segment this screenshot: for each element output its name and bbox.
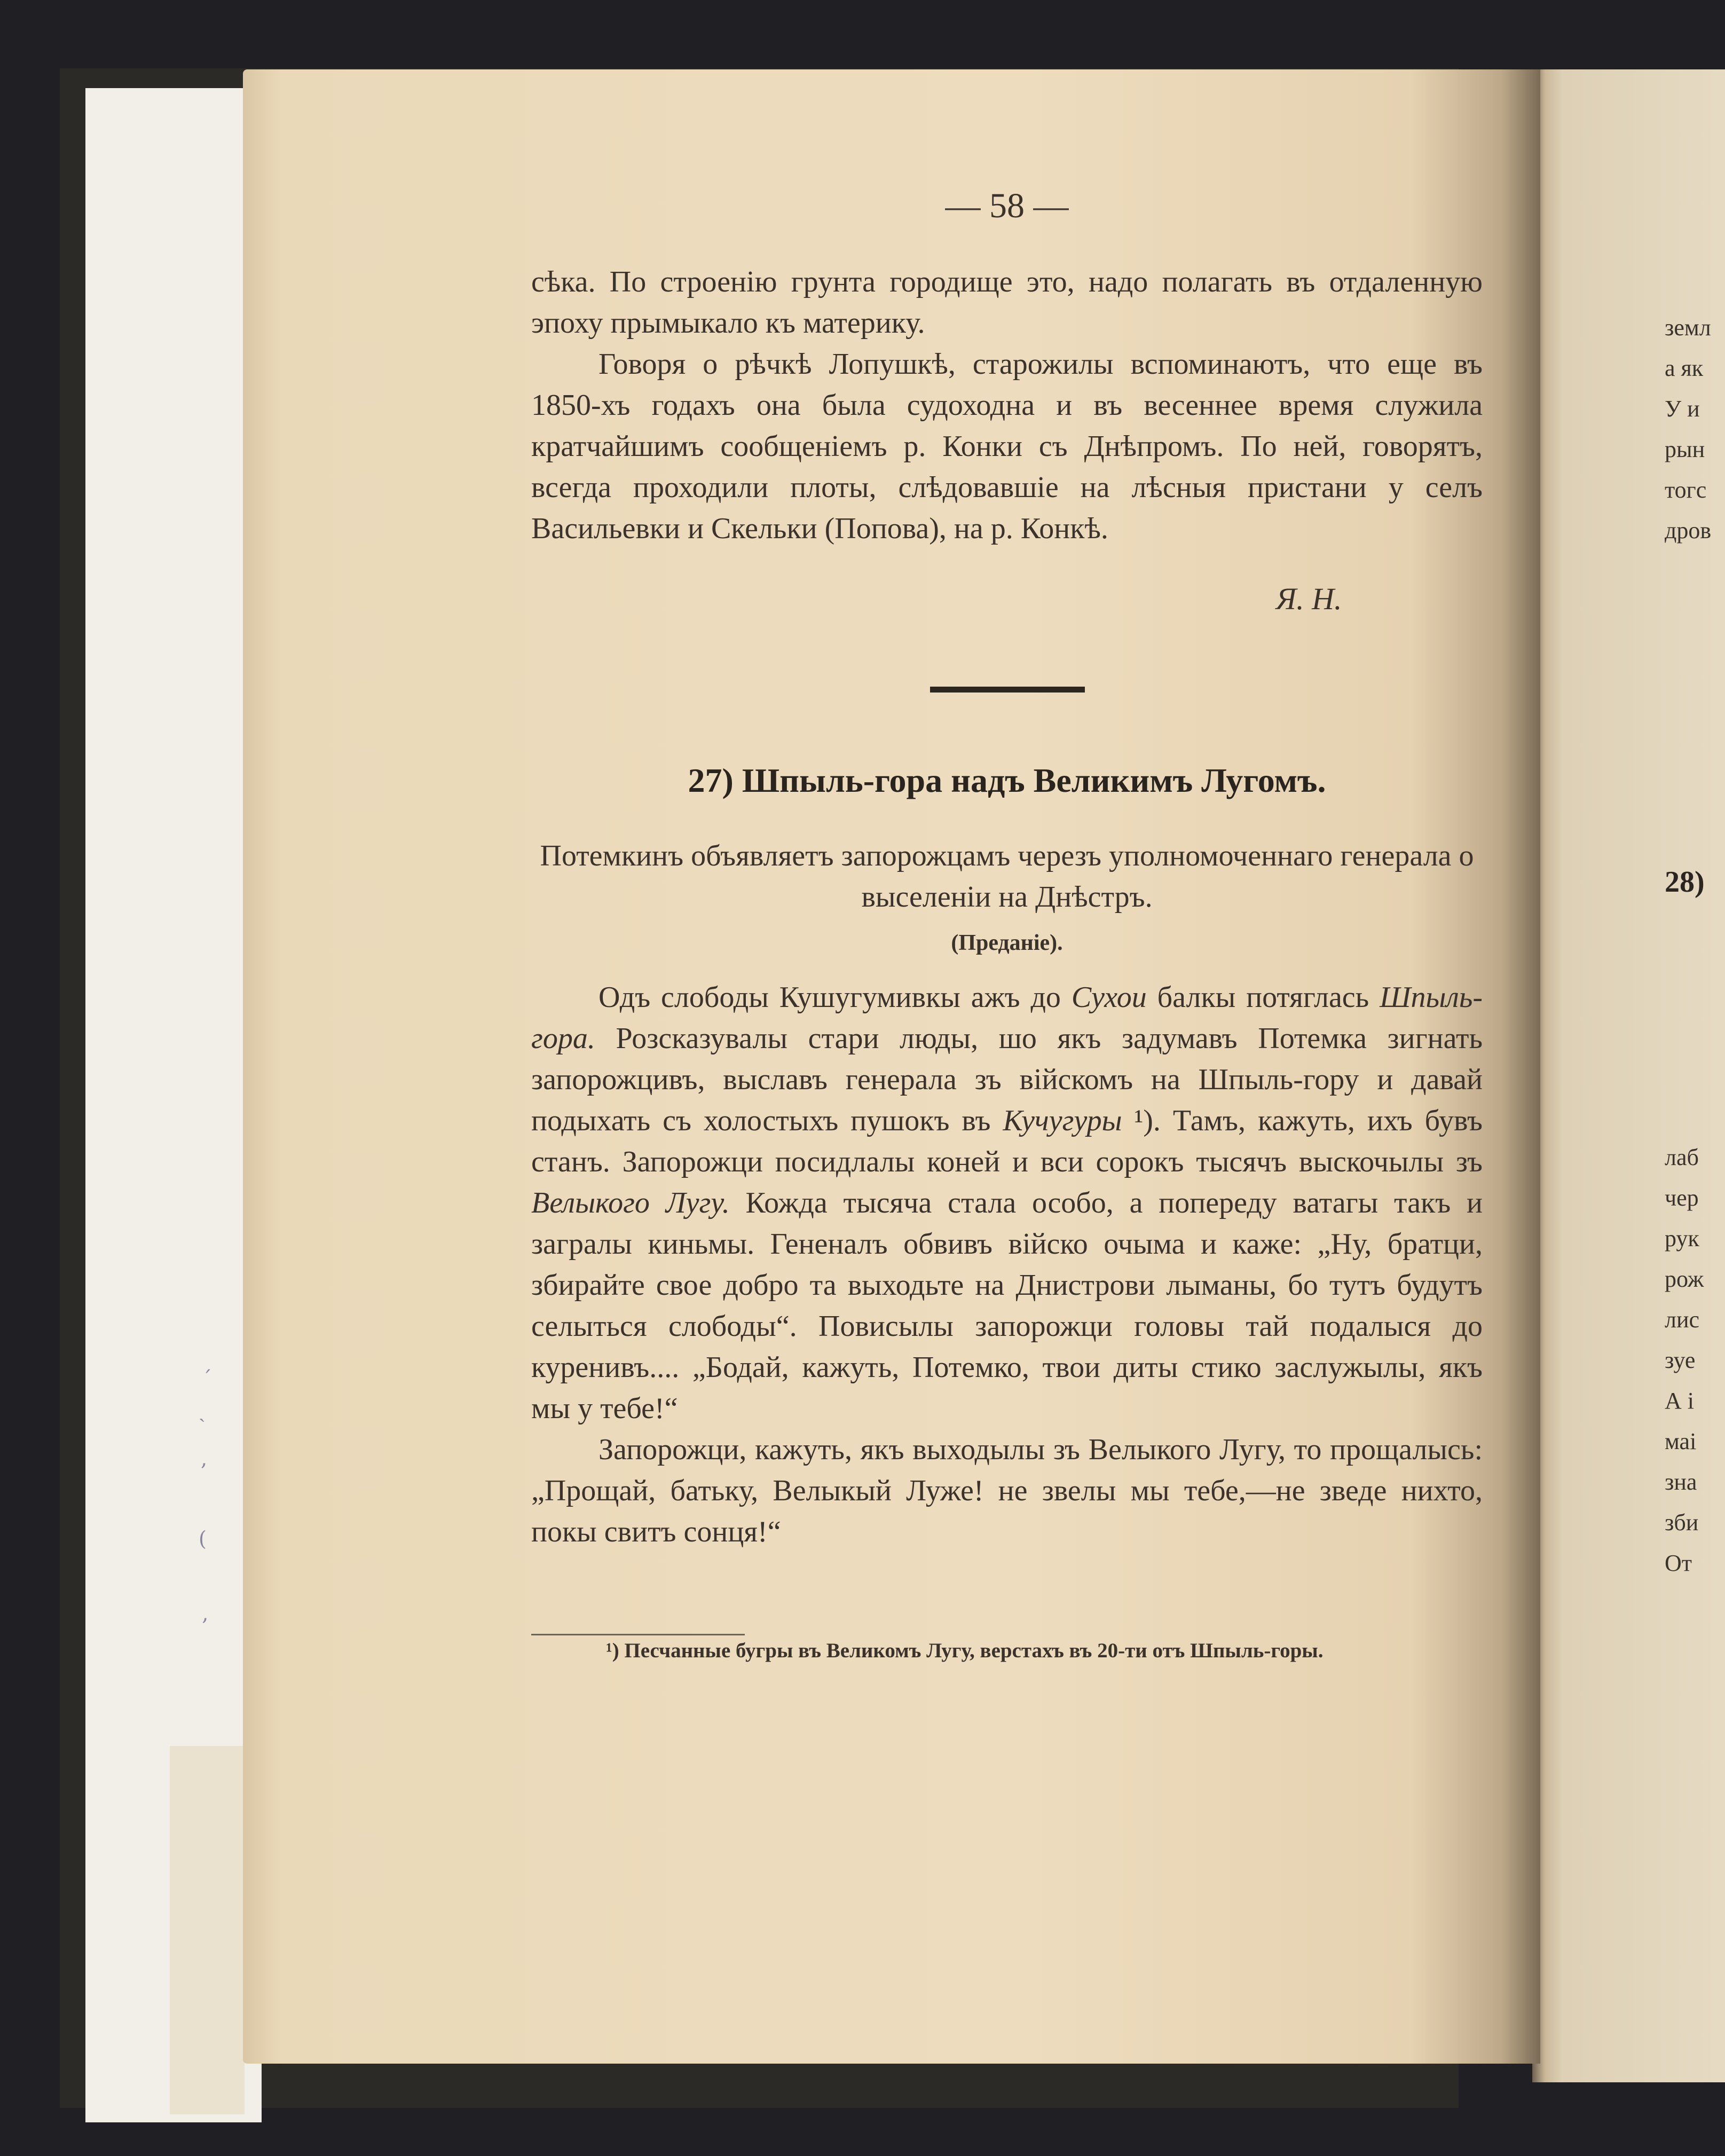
- facing-line-2: а як: [1665, 355, 1704, 381]
- section-divider: [930, 687, 1085, 693]
- legend-text-a: Одъ слободы Кушугумивкы ажъ до: [598, 981, 1072, 1014]
- facing-line-13: А і: [1665, 1388, 1694, 1414]
- footnote: [531, 1635, 1483, 1667]
- margin-pencil-marks: ˊ ˎ , ( ‚: [199, 1367, 212, 1625]
- legend-text-e: Розсказувалы стари люды, шо якъ задумавъ Потемка зигнать запорожцивъ, выславъ генерала зъ війскомъ на Шпыль-гору и давай подыхать съ холостыхъ пушокъ въ: [531, 1022, 1483, 1137]
- facing-line-3: У и: [1665, 396, 1700, 422]
- place-name-kuchugury: Кучугуры: [1003, 1104, 1122, 1137]
- page-number: — 58 —: [945, 186, 1069, 225]
- place-name-sukhoi: Сухои: [1071, 981, 1147, 1014]
- legend-text-g: ¹). Тамъ, кажуть, ихъ бувъ станъ. Запорожци посидлалы коней и вси сорокъ тысячъ выскочылы зъ: [531, 1104, 1483, 1178]
- legend-text-c: балкы потяглась: [1146, 981, 1380, 1014]
- facing-heading: 28): [1665, 865, 1705, 899]
- place-name-shpyl-gora: Шпыль-гора.: [531, 981, 1483, 1055]
- facing-line-16: зби: [1665, 1509, 1699, 1536]
- intro-paragraph-1: сѣка. По строенію грунта городище это, надо полагать въ отдаленную эпоху прымыкало къ материку.: [531, 265, 1483, 340]
- section-title: 27) Шпыль-гора надъ Великимъ Лугомъ.: [688, 761, 1326, 799]
- place-name-velykyi-luh: Велыкого Лугу.: [531, 1186, 730, 1219]
- facing-line-12: зуе: [1665, 1347, 1696, 1373]
- legend-paragraph-1: [531, 977, 1483, 1429]
- facing-line-4: рын: [1665, 436, 1705, 462]
- legend-text: [531, 977, 1483, 1553]
- facing-line-7: лаб: [1665, 1144, 1699, 1170]
- facing-line-15: зна: [1665, 1469, 1697, 1495]
- facing-line-11: лис: [1665, 1307, 1700, 1333]
- legend-text-i: Кожда тысяча стала особо, а попереду ватагы такъ и загралы киньмы. Гененалъ обвивъ війско очыма и каже: „Ну, братци, збирайте свое добро та выходьте на Днистрови лыманы, бо тутъ будутъ селыться слободы“. Повисылы запорожци головы тай подалыся до куренивъ.... „Бодай, кажуть, Потемко, твои диты стико заслужылы, якъ мы у тебе!“: [531, 1186, 1483, 1425]
- facing-line-17: От: [1665, 1550, 1692, 1576]
- section-subtitle: Потемкинъ объявляетъ запорожцамъ черезъ уполномоченнаго генерала о выселеніи на Днѣстръ.: [540, 839, 1474, 914]
- facing-line-8: чер: [1665, 1185, 1699, 1211]
- facing-line-6: дров: [1665, 517, 1712, 544]
- facing-line-5: тогс: [1665, 477, 1707, 503]
- facing-line-9: рук: [1665, 1225, 1699, 1252]
- intro-text: [531, 262, 1483, 549]
- legend-paragraph-2: Запорожци, кажуть, якъ выходылы зъ Велыкого Лугу, то прощалысь: „Прощай, батьку, Велыкый Луже! не звелы мы тебе,—не зведе нихто, покы свитъ сонця!“: [531, 1433, 1483, 1548]
- author-signature: Я. Н.: [1276, 581, 1342, 616]
- genre-tag: (Преданіе).: [951, 931, 1063, 955]
- facing-line-10: рож: [1665, 1266, 1704, 1292]
- intro-paragraph-2: Говоря о рѣчкѣ Лопушкѣ, старожилы вспоминаютъ, что еще въ 1850-хъ годахъ она была судоходна и въ весеннее время служила кратчайшимъ сообщеніемъ р. Конки съ Днѣпромъ. По ней, говорятъ, всегда проходили плоты, слѣдовавшіе на лѣсныя пристани у селъ Васильевки и Скельки (Попова), на р. Конкѣ.: [531, 348, 1483, 545]
- left-paper-strip: [170, 1746, 245, 2114]
- footnote-text: ¹) Песчанные бугры въ Великомъ Лугу, верстахъ въ 20-ти отъ Шпыль-горы.: [606, 1639, 1324, 1662]
- facing-line-1: земл: [1665, 314, 1711, 341]
- facing-line-14: маі: [1665, 1428, 1697, 1454]
